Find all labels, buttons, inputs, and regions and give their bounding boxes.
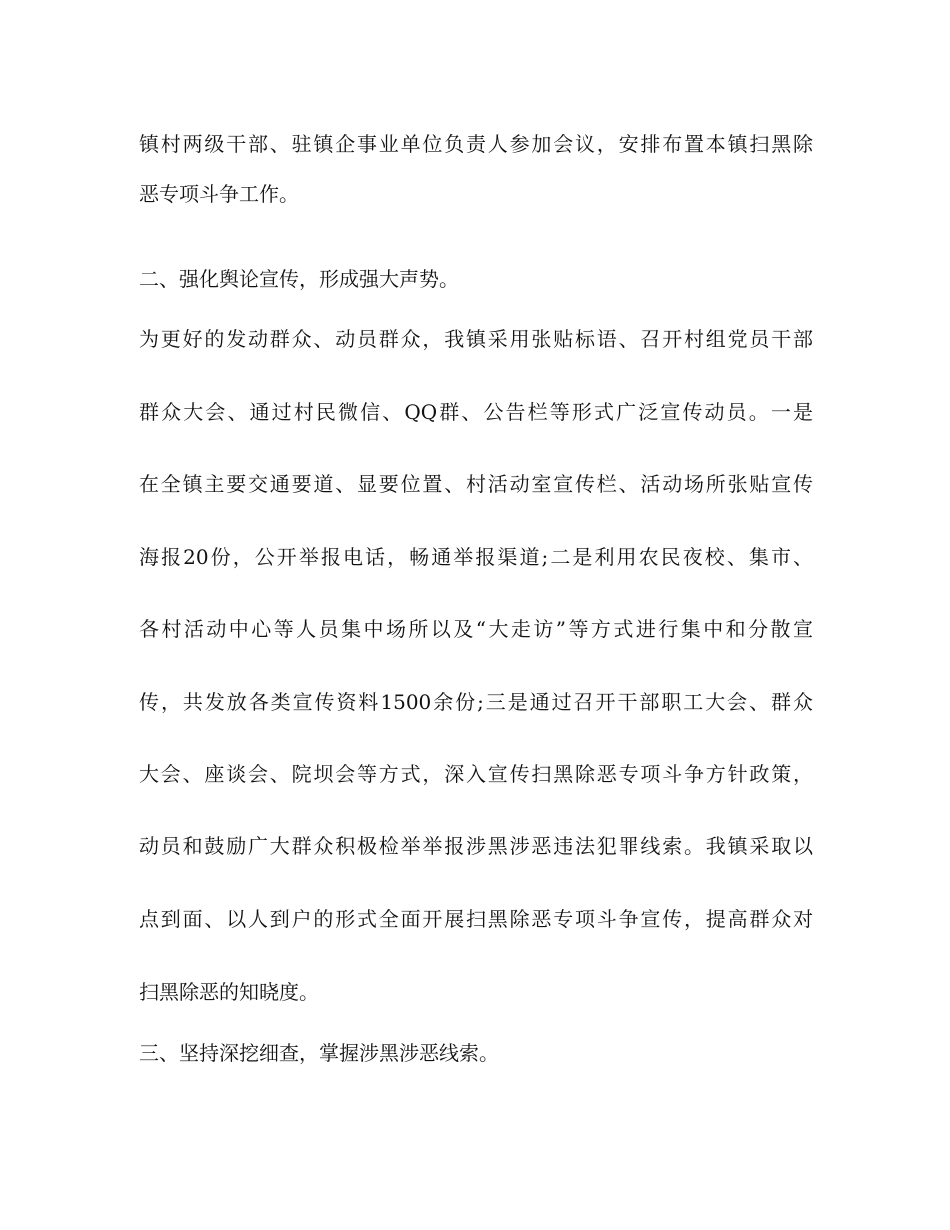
- section-heading: 三、坚持深挖细查，掌握涉黑涉恶线索。: [139, 1041, 499, 1065]
- text-line: 群众大会、通过村民微信、QQ群、公告栏等形式广泛宣传动员。一是: [139, 400, 813, 424]
- text-line: 扫黑除恶的知晓度。: [139, 980, 319, 1004]
- text-line: 为更好的发动群众、动员群众，我镇采用张贴标语、召开村组党员干部: [139, 327, 813, 351]
- section-heading: 二、强化舆论宣传，形成强大声势。: [139, 267, 459, 291]
- text-line: 点到面、以人到户的形式全面开展扫黑除恶专项斗争宣传，提高群众对: [139, 907, 813, 931]
- text-line: 海报20份，公开举报电话，畅通举报渠道;二是利用农民夜校、集市、: [139, 545, 813, 569]
- text-line: 传，共发放各类宣传资料1500余份;三是通过召开干部职工大会、群众: [139, 690, 813, 714]
- text-line: 大会、座谈会、院坝会等方式，深入宣传扫黑除恶专项斗争方针政策，: [139, 762, 813, 786]
- text-line: 镇村两级干部、驻镇企事业单位负责人参加会议，安排布置本镇扫黑除: [139, 132, 813, 156]
- text-line: 动员和鼓励广大群众积极检举举报涉黑涉恶违法犯罪线索。我镇采取以: [139, 834, 813, 858]
- text-line: 各村活动中心等人员集中场所以及“大走访”等方式进行集中和分散宣: [139, 617, 813, 641]
- text-line: 在全镇主要交通要道、显要位置、村活动室宣传栏、活动场所张贴宣传: [139, 472, 813, 496]
- text-line: 恶专项斗争工作。: [139, 182, 299, 206]
